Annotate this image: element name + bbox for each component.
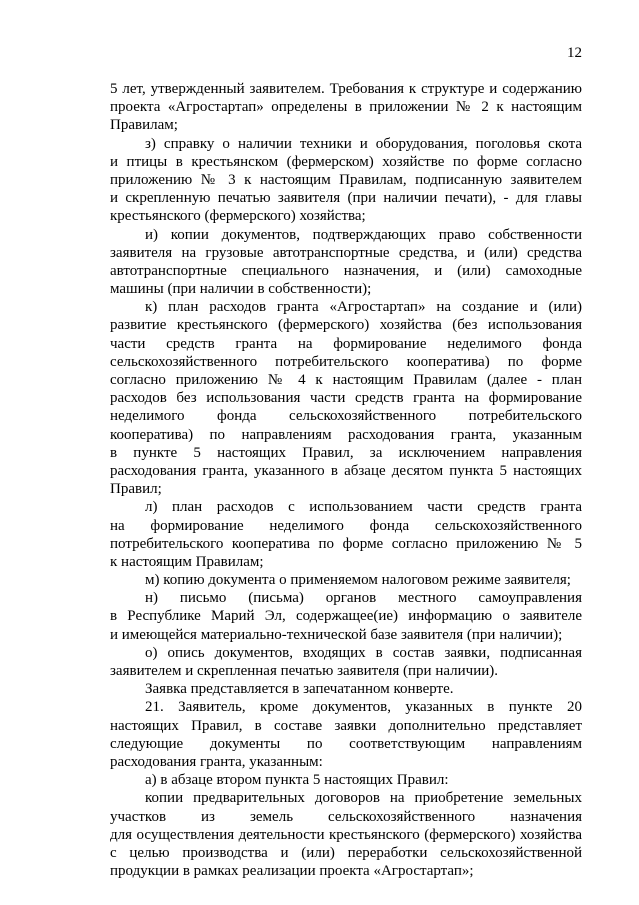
text-line: части средств гранта на формирование неделимого фонда [110, 335, 582, 352]
text-line: копии предварительных договоров на приобретение земельных [145, 790, 582, 807]
text-line: Заявка представляется в запечатанном конверте. [145, 681, 454, 698]
text-line: заявителем и скрепленная печатью заявителя (при наличии). [110, 663, 498, 679]
text-line: Правил; [110, 481, 162, 498]
text-line: л) план расходов с использованием части средств гранта [145, 499, 582, 516]
text-line: с целью производства и (или) переработки сельскохозяйственной [110, 844, 582, 861]
paragraph [110, 498, 582, 571]
text-line: Правилам; [110, 117, 178, 134]
paragraph [110, 298, 582, 498]
paragraph [110, 680, 582, 698]
paragraph [110, 135, 582, 226]
text-line: автотранспортные специального назначения, и (или) самоходные [110, 262, 582, 279]
text-line: з) справку о наличии техники и оборудования, поголовья скота [145, 135, 582, 152]
text-line: следующие документы по соответствующим направлениям [110, 735, 582, 752]
paragraph [110, 80, 582, 135]
text-line: о) опись документов, входящих в состав заявки, подписанная [145, 644, 582, 661]
text-line: 21. Заявитель, кроме документов, указанных в пункте 20 [145, 699, 582, 716]
text-line: потребительского кооператива по форме согласно приложению № 5 [110, 535, 582, 552]
text-line: м) копию документа о применяемом налоговом режиме заявителя; [145, 572, 571, 589]
text-line: к) план расходов гранта «Агростартап» на создание и (или) [145, 299, 582, 316]
text-line: а) в абзаце втором пункта 5 настоящих Правил: [145, 772, 449, 789]
paragraph [110, 771, 582, 789]
paragraph [110, 226, 582, 299]
text-line: приложению № 3 к настоящим Правилам, подписанную заявителем [110, 171, 582, 188]
text-line: на формирование неделимого фонда сельскохозяйственного [110, 517, 582, 534]
text-line: и имеющейся материально-технической базе заявителя (при наличии); [110, 626, 563, 643]
text-line: настоящих Правил, в составе заявки дополнительно представляет [110, 717, 582, 734]
paragraph [110, 589, 582, 644]
text-line: для осуществления деятельности крестьянского (фермерского) хозяйства [110, 826, 582, 843]
text-line: заявителя на грузовые автотранспортные средства, и (или) средства [110, 244, 582, 261]
paragraph [110, 698, 582, 771]
text-line: в пункте 5 настоящих Правил, за исключением направления [110, 444, 582, 461]
page-number: 12 [567, 45, 582, 61]
paragraph [110, 571, 582, 589]
text-line: и птицы в крестьянском (фермерском) хозяйстве по форме согласно [110, 153, 582, 170]
text-line: машины (при наличии в собственности); [110, 281, 372, 298]
text-line: расходования гранта, указанным: [110, 753, 323, 770]
text-line: 5 лет, утвержденный заявителем. Требования к структуре и содержанию [110, 81, 582, 97]
text-line: крестьянского (фермерского) хозяйства; [110, 208, 366, 225]
text-line: и скрепленную печатью заявителя (при наличии печати), - для главы [110, 190, 582, 207]
paragraph [110, 644, 582, 680]
document-body [110, 80, 582, 880]
text-line: к настоящим Правилам; [110, 553, 264, 570]
text-line: развитие крестьянского (фермерского) хозяйства (без использования [110, 317, 582, 334]
text-line: согласно приложению № 4 к настоящим Правилам (далее - план [110, 372, 582, 388]
text-line: продукции в рамках реализации проекта «Агростартап»; [110, 863, 474, 880]
paragraph [110, 789, 582, 880]
text-line: кооператива) по направлениям расходования гранта, указанным [110, 426, 582, 443]
text-line: расходования гранта, указанного в абзаце десятом пункта 5 настоящих [110, 462, 582, 479]
text-line: и) копии документов, подтверждающих право собственности [145, 226, 582, 243]
text-line: в Республике Марий Эл, содержащее(ие) информацию о заявителе [110, 608, 582, 625]
text-line: участков из земель сельскохозяйственного назначения [110, 808, 582, 825]
text-line: сельскохозяйственного потребительского кооператива) по форме [110, 353, 582, 370]
text-line: проекта «Агростартап» определены в приложении № 2 к настоящим [110, 99, 582, 116]
text-line: расходов без использования части средств гранта на формирование [110, 390, 582, 407]
text-line: неделимого фонда сельскохозяйственного потребительского [110, 408, 582, 425]
text-line: н) письмо (письма) органов местного самоуправления [145, 590, 582, 607]
